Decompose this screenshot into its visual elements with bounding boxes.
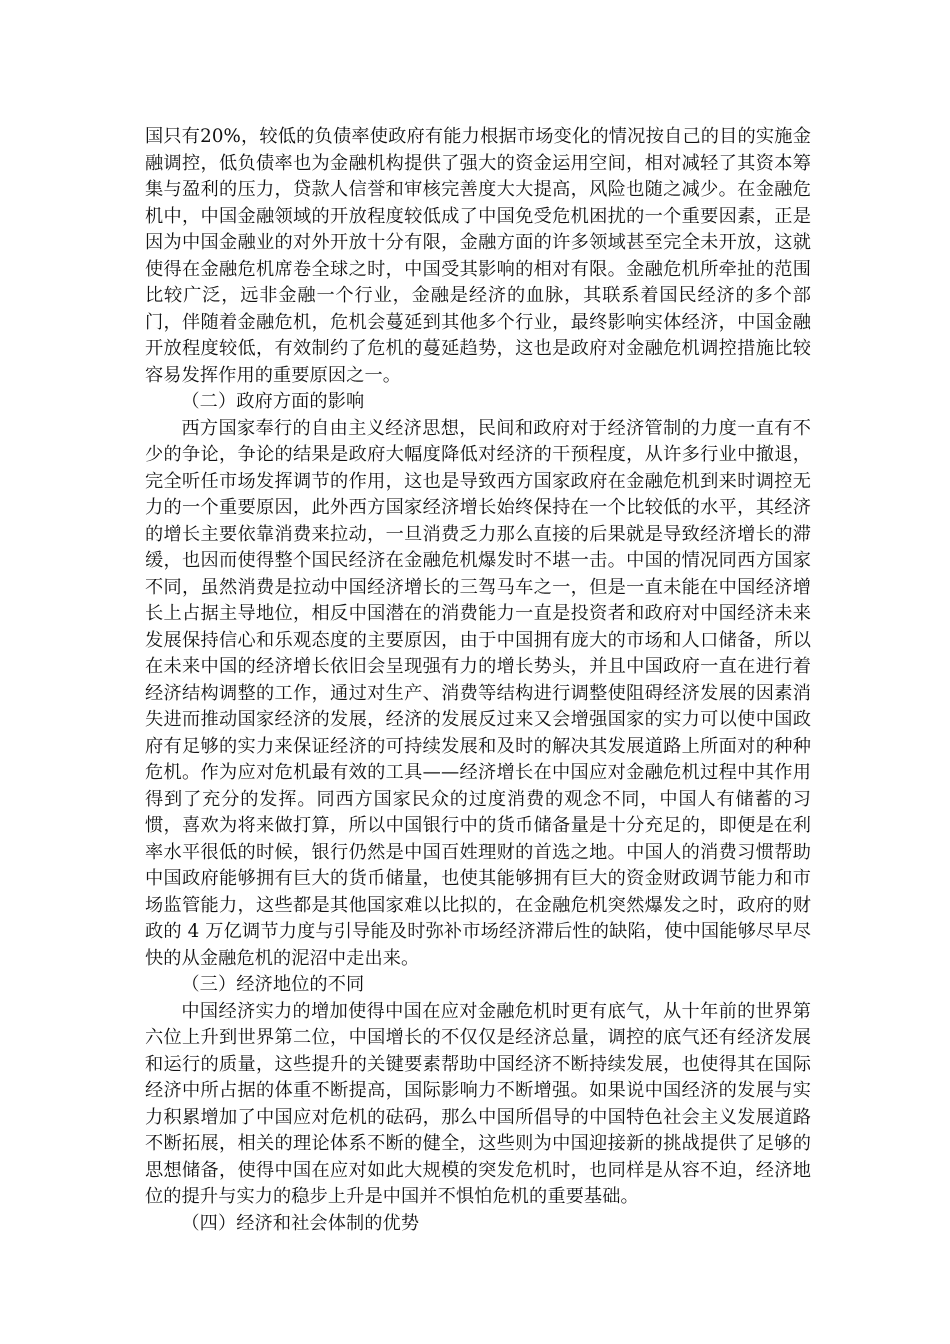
- paragraph-government-influence: 西方国家奉行的自由主义经济思想，民间和政府对于经济管制的力度一直有不少的争论，争论的结果是政府大幅度降低对经济的干预程度，从许多行业中撤退，完全听任市场发挥调节的作用，这也是导致西方国家政府在金融危机到来时调控无力的一个重要原因，此外西方国家经济增长始终保持在一个比较低的水平，其经济的增长主要依靠消费来拉动，一旦消费乏力那么直接的后果就是导致经济增长的滞缓，也因而使得整个国民经济在金融危机爆发时不堪一击。中国的情况同西方国家不同，虽然消费是拉动中国经济增长的三驾马车之一，但是一直未能在中国经济增长上占据主导地位，相反中国潜在的消费能力一直是投资者和政府对中国经济未来发展保持信心和乐观态度的主要原因，由于中国拥有庞大的市场和人口储备，所以在未来中国的经济增长依旧会呈现强有力的增长势头，并且中国政府一直在进行着经济结构调整的工作，通过对生产、消费等结构进行调整使阻碍经济发展的因素消失进而推动国家经济的发展，经济的发展反过来又会增强国家的实力可以使中国政府有足够的实力来保证经济的可持续发展和及时的解决其发展道路上所面对的种种危机。作为应对危机最有效的工具——经济增长在中国应对金融危机过程中其作用得到了充分的发挥。同西方国家民众的过度消费的观念不同，中国人有储蓄的习惯，喜欢为将来做打算，所以中国银行中的货币储备量是十分充足的，即便是在利率水平很低的时候，银行仍然是中国百姓理财的首选之地。中国人的消费习惯帮助中国政府能够拥有巨大的货币储量，也使其能够拥有巨大的资金财政调节能力和市场监管能力，这些都是其他国家难以比拟的，在金融危机突然爆发之时，政府的财政的 4 万亿调节力度与引导能及时弥补市场经济滞后性的缺陷，使中国能够尽早尽快的从金融危机的泥沼中走出来。: [145, 417, 811, 969]
- section-heading-economic-status: （三）经济地位的不同: [181, 974, 365, 995]
- section-heading-system-advantages: （四）经济和社会体制的优势: [181, 1212, 420, 1234]
- paragraph-continued-financial-openness: 国只有20%，较低的负债率使政府有能力根据市场变化的情况按自己的目的实施金融调控，低负债率也为金融机构提供了强大的资金运用空间，相对减轻了其资本筹集与盈利的压力，贷款人信誉和审核完善度大大提高，风险也随之减少。在金融危机中，中国金融领域的开放程度较低成了中国免受危机困扰的一个重要因素，正是因为中国金融业的对外开放十分有限，金融方面的许多领域甚至完全未开放，这就使得在金融危机席卷全球之时，中国受其影响的相对有限。金融危机所牵扯的范围比较广泛，远非金融一个行业，金融是经济的血脉，其联系着国民经济的多个部门，伴随着金融危机，危机会蔓延到其他多个行业，最终影响实体经济，中国金融开放程度较低，有效制约了危机的蔓延趋势，这也是政府对金融危机调控措施比较容易发挥作用的重要原因之一。: [145, 126, 811, 386]
- section-heading-government-influence: （二）政府方面的影响: [181, 391, 365, 412]
- paragraph-economic-status: 中国经济实力的增加使得中国在应对金融危机时更有底气，从十年前的世界第六位上升到世界第二位，中国增长的不仅仅是经济总量，调控的底气还有经济发展和运行的质量，这些提升的关键要素帮助中国经济不断持续发展，也使得其在国际经济中所占据的体重不断提高，国际影响力不断增强。如果说中国经济的发展与实力积累增加了中国应对危机的砝码，那么中国所倡导的中国特色社会主义发展道路不断拓展，相关的理论体系不断的健全，这些则为中国迎接新的挑战提供了足够的思想储备，使得中国在应对如此大规模的突发危机时，也同样是从容不迫，经济地位的提升与实力的稳步上升是中国并不惧怕危机的重要基础。: [145, 1000, 811, 1207]
- document-page: [145, 124, 811, 1237]
